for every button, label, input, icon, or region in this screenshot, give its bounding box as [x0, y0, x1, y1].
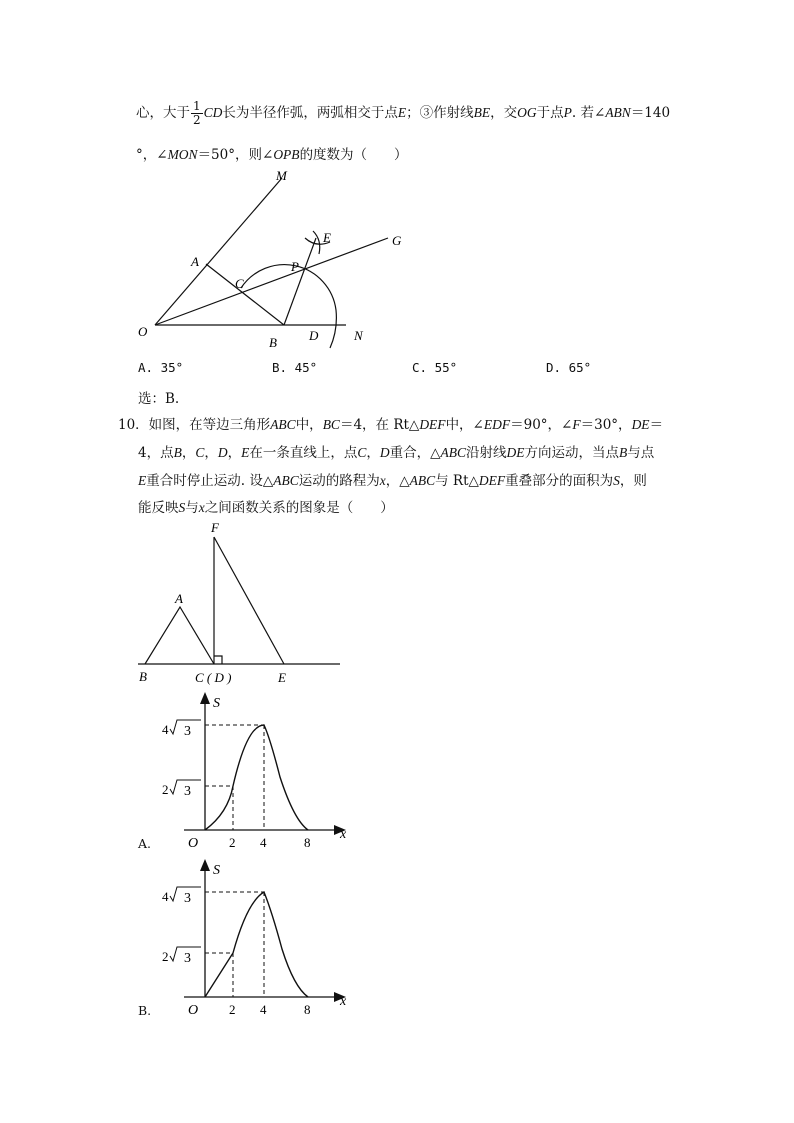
svg-text:4: 4	[162, 722, 169, 737]
label-o: O	[188, 1003, 199, 1018]
ray-om	[155, 178, 282, 325]
ray-og	[155, 238, 388, 325]
label-cd: C ( D )	[195, 670, 232, 685]
curve-a	[205, 725, 308, 830]
segment-fe	[214, 537, 284, 664]
q9-option-c: C. 55°	[412, 360, 458, 375]
label-g: G	[392, 233, 402, 248]
arc-cd	[241, 265, 336, 348]
label-f: F	[211, 520, 219, 535]
label-o: O	[138, 324, 148, 339]
graph-b-label: B.	[138, 1003, 152, 1018]
q9-option-b: B. 45°	[272, 360, 318, 375]
q9-option-a: A. 35°	[138, 360, 184, 375]
q10-line-2: 4，点B，C，D，E在一条直线上，点C，D重合，△ABC沿射线DE方向运动，当点B与点	[138, 445, 655, 461]
label-s: S	[213, 696, 220, 711]
label-s: S	[213, 863, 220, 878]
q9-answer: 选：B.	[138, 391, 180, 407]
svg-text:8: 8	[304, 835, 311, 850]
y-axis-arrow	[200, 859, 210, 871]
label-b: B	[139, 669, 147, 684]
q9-line-2: °，∠MON＝50°，则∠OPB的度数为（ ）	[136, 147, 408, 163]
graph-a-label: A.	[138, 836, 152, 851]
label-b: B	[269, 335, 277, 350]
svg-text:4: 4	[162, 889, 169, 904]
svg-text:3: 3	[184, 724, 191, 739]
svg-text:4: 4	[260, 835, 267, 850]
q10-line-3: E重合时停止运动. 设△ABC运动的路程为x，△ABC与 Rt△DEF重叠部分的面积为S，则	[138, 473, 647, 489]
label-e: E	[323, 230, 331, 245]
svg-text:2: 2	[229, 1002, 236, 1017]
svg-text:4: 4	[260, 1002, 267, 1017]
label-a: A	[175, 591, 183, 606]
graph-a	[0, 690, 794, 860]
q10-triangle-figure	[0, 515, 794, 695]
q10-line-4: 能反映S与x之间函数关系的图象是（ ）	[138, 500, 394, 516]
q9-geometry-figure	[0, 0, 794, 360]
label-c: C	[235, 276, 244, 291]
right-angle-mark	[214, 656, 222, 664]
fraction-one-half: $\frac{1}{2}$	[193, 99, 201, 127]
q9-option-d: D. 65°	[546, 360, 592, 375]
segment-ab	[206, 264, 284, 325]
label-p: P	[291, 259, 299, 274]
curve-b	[205, 892, 308, 997]
graph-b	[0, 857, 794, 1027]
svg-text:3: 3	[184, 951, 191, 966]
label-m: M	[276, 168, 287, 183]
svg-text:8: 8	[304, 1002, 311, 1017]
q10-line-1: 10．如图，在等边三角形ABC中，BC＝4，在 Rt△DEF中，∠EDF＝90°，∠F＝30°，DE＝	[118, 417, 664, 433]
label-o: O	[188, 836, 199, 851]
svg-text:2: 2	[162, 949, 169, 964]
q9-line-1: 心，大于 $\frac{1}{2}$ CD长为半径作弧，两弧相交于点E；③作射线BE，交OG于点P. 若∠ABN＝140	[136, 99, 671, 127]
svg-text:2: 2	[162, 782, 169, 797]
svg-text:3: 3	[184, 891, 191, 906]
triangle-abc	[145, 607, 214, 664]
label-a: A	[191, 254, 199, 269]
y-axis-arrow	[200, 692, 210, 704]
label-n: N	[354, 328, 363, 343]
svg-text:3: 3	[184, 784, 191, 799]
svg-text:2: 2	[229, 835, 236, 850]
label-x: x	[340, 994, 347, 1009]
label-x: x	[340, 827, 347, 842]
label-d: D	[309, 328, 319, 343]
ray-be	[284, 238, 316, 325]
label-e: E	[278, 670, 286, 685]
